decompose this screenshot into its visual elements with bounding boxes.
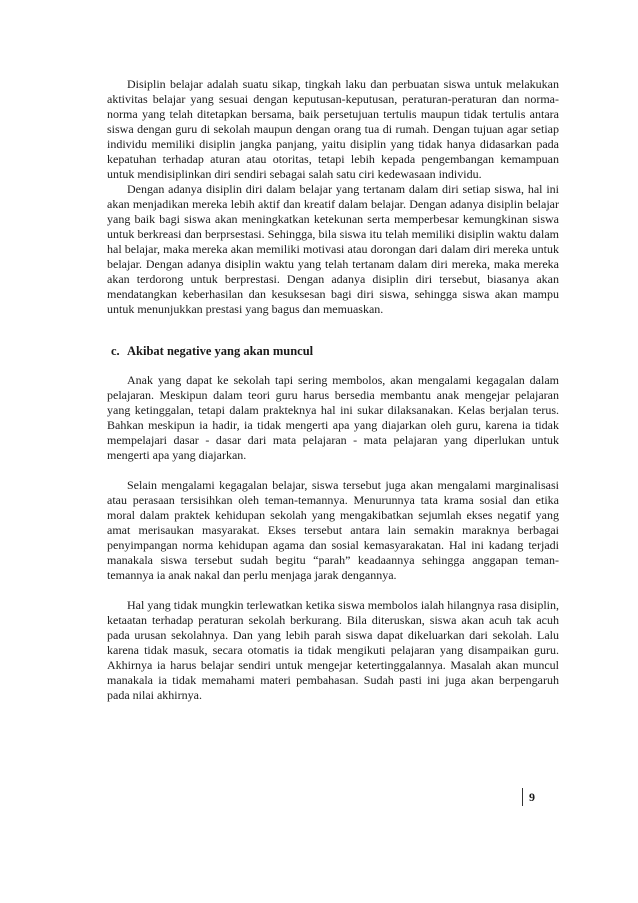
section-c-paragraph-2: Selain mengalami kegagalan belajar, siswa tersebut juga akan mengalami marginalisasi atau perasaan tersisihkan oleh teman-temannya. Menurunnya tata krama sosial dan etika moral dalam praktek kehidupan sekolah yang mengakibatkan sejumlah ekses negatif yang amat merisaukan masyarakat. Ekses tersebut antara lain semakin maraknya berbagai penyimpangan norma kehidupan agama dan sosial kemasyarakatan. Hal ini kadang terjadi manakala siswa tersebut sudah begitu “parah” keadaannya sehingga anggapan teman-temannya ia anak nakal dan perlu menjaga jarak dengannya. xyxy=(107,478,559,582)
section-c-paragraph-3: Hal yang tidak mungkin terlewatkan ketika siswa membolos ialah hilangnya rasa disiplin, ketaatan terhadap peraturan sekolah berkurang. Bila diteruskan, siswa akan acuh tak acuh pada urusan sekolahnya. Dan yang lebih parah siswa dapat dikeluarkan dari sekolah. Lalu karena tidak masuk, secara otomatis ia tidak mengikuti pelajaran yang disampaikan guru. Akhirnya ia harus belajar sendiri untuk mengejar ketertinggalannya. Masalah akan muncul manakala ia tidak memahami materi pembahasan. Sudah pasti ini juga akan berpengaruh pada nilai akhirnya. xyxy=(107,598,559,702)
section-c-body xyxy=(107,373,559,703)
intro-paragraph-2: Dengan adanya disiplin diri dalam belajar yang tertanam dalam diri setiap siswa, hal ini akan menjadikan mereka lebih aktif dan kreatif dalam belajar. Dengan adanya disiplin belajar yang baik bagi siswa akan meningkatkan ketekunan serta memperbesar kemungkinan siswa untuk berkreasi dan berprsestasi. Sehingga, bila siswa itu telah memiliki disiplin waktu dalam hal belajar, maka mereka akan memiliki motivasi atau dorongan dari dalam diri mereka untuk belajar. Dengan adanya disiplin waktu yang telah tertanam dalam diri mereka, maka mereka akan terdorong untuk berprestasi. Dengan adanya disiplin diri tersebut, biasanya akan mendatangkan keberhasilan dan kesuksesan bagi diri siswa, sehingga siswa akan mampu untuk menunjukkan prestasi yang bagus dan memuaskan. xyxy=(107,182,559,316)
section-c-title: Akibat negative yang akan muncul xyxy=(127,344,314,358)
intro-section xyxy=(107,77,559,317)
paragraph-gap xyxy=(107,463,559,478)
paragraph-gap xyxy=(107,583,559,598)
intro-paragraph-1: Disiplin belajar adalah suatu sikap, tingkah laku dan perbuatan siswa untuk melakukan aktivitas belajar yang sesuai dengan keputusan-keputusan, peraturan-peraturan dan norma-norma yang telah ditetapkan bersama, baik persetujuan tertulis maupun tidak tertulis antara siswa dengan guru di sekolah maupun dengan orang tua di rumah. Dengan tujuan agar setiap individu memiliki disiplin jangka panjang, yaitu disiplin yang tidak hanya didasarkan pada kepatuhan terhadap aturan atau otoritas, tetapi lebih kepada pengembangan kemampuan untuk mendisiplinkan diri sendiri sebagai salah satu ciri kedewasaan individu. xyxy=(107,77,559,181)
section-c-paragraph-1: Anak yang dapat ke sekolah tapi sering membolos, akan mengalami kegagalan dalam pelajaran. Meskipun dalam teori guru harus bersedia membantu anak mengejar pelajaran yang ketinggalan, tetapi dalam prakteknya hal ini sukar dilaksanakan. Kelas berjalan terus. Bahkan meskipun ia hadir, ia tidak mengerti apa yang diajarkan oleh guru, karena ia tidak mempelajari dasar - dasar dari mata pelajaran - mata pelajaran yang diperlukan untuk mengerti apa yang diajarkan. xyxy=(107,373,559,462)
section-c-heading xyxy=(111,343,313,359)
page-number: 9 xyxy=(522,788,535,806)
section-c-marker: c. xyxy=(111,344,120,358)
